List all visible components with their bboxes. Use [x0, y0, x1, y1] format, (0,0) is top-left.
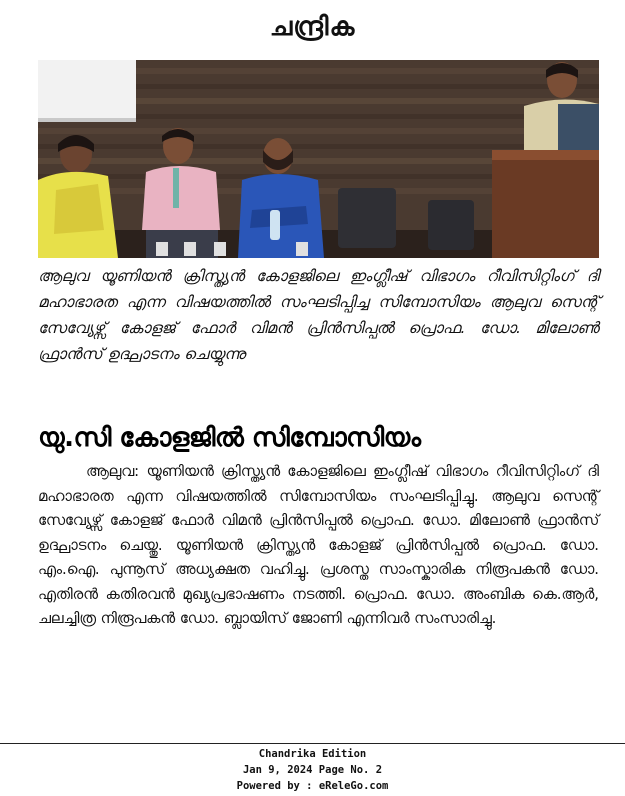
article-headline	[38, 418, 599, 458]
podium	[492, 150, 599, 258]
article-paragraph: ആലുവ: യൂണിയൻ ക്രിസ്ത്യൻ കോളജിലെ ഇംഗ്ലീഷ് വിഭാഗം റീവിസിറ്റിംഗ് ദി മഹാഭാരത എന്ന വിഷയത്തിൽ സിമ്പോസിയം സംഘടിപ്പിച്ചു. ആലുവ സെന്റ് സേവ്യേഴ്സ് കോളജ് ഫോർ വിമൻ പ്രിൻസിപ്പൽ പ്രൊഫ. ഡോ. മിലോൺ ഫ്രാൻസ് ഉദ്ഘാടനം ചെയ്തു. യൂണിയൻ ക്രിസ്ത്യൻ കോളജ് പ്രിൻസിപ്പൽ പ്രൊഫ. ഡോ. എം.ഐ. പുന്നൂസ് അധ്യക്ഷത വഹിച്ചു. പ്രശസ്ത സാംസ്കാരിക നിരൂപകൻ ഡോ. എതിരൻ കതിരവൻ മുഖ്യപ്രഭാഷണം നടത്തി. പ്രൊഫ. ഡോ. അംബിക കെ.ആർ, ചലച്ചിത്ര നിരൂപകൻ ഡോ. ബ്ലായിസ് ജോണി എന്നിവർ സംസാരിച്ചു.	[38, 463, 599, 627]
water-bottle	[270, 210, 280, 240]
photo-caption	[38, 263, 599, 367]
footer-divider	[0, 743, 625, 744]
empty-chair	[338, 188, 396, 248]
article-body	[38, 460, 599, 632]
newspaper-title: ചന്ദ്രിക	[269, 11, 356, 42]
powered-by: Powered by : eReleGo.com	[236, 780, 389, 792]
masthead	[0, 6, 625, 48]
edition-footer	[0, 746, 625, 794]
headline-text: യു.സി കോളജിൽ സിമ്പോസിയം	[38, 423, 421, 453]
edition-date-page: Jan 9, 2024 Page No. 2	[242, 764, 383, 776]
edition-name: Chandrika Edition	[258, 748, 367, 760]
news-photo	[38, 60, 599, 258]
caption-text: ആലുവ യൂണിയൻ ക്രിസ്ത്യൻ കോളജിലെ ഇംഗ്ലീഷ് വിഭാഗം റീവിസിറ്റിംഗ് ദി മഹാഭാരത എന്ന വിഷയത്തിൽ സംഘടിപ്പിച്ച സിമ്പോസിയം ആലുവ സെന്റ് സേവ്യേഴ്സ് കോളജ് ഫോർ വിമൻ പ്രിൻസിപ്പൽ പ്രൊഫ. ഡോ. മിലോൺ ഫ്രാൻസ് ഉദ്ഘാടനം ചെയ്യുന്നു	[38, 267, 599, 363]
symposium-stage-illustration	[38, 60, 599, 258]
projection-screen	[38, 60, 136, 122]
